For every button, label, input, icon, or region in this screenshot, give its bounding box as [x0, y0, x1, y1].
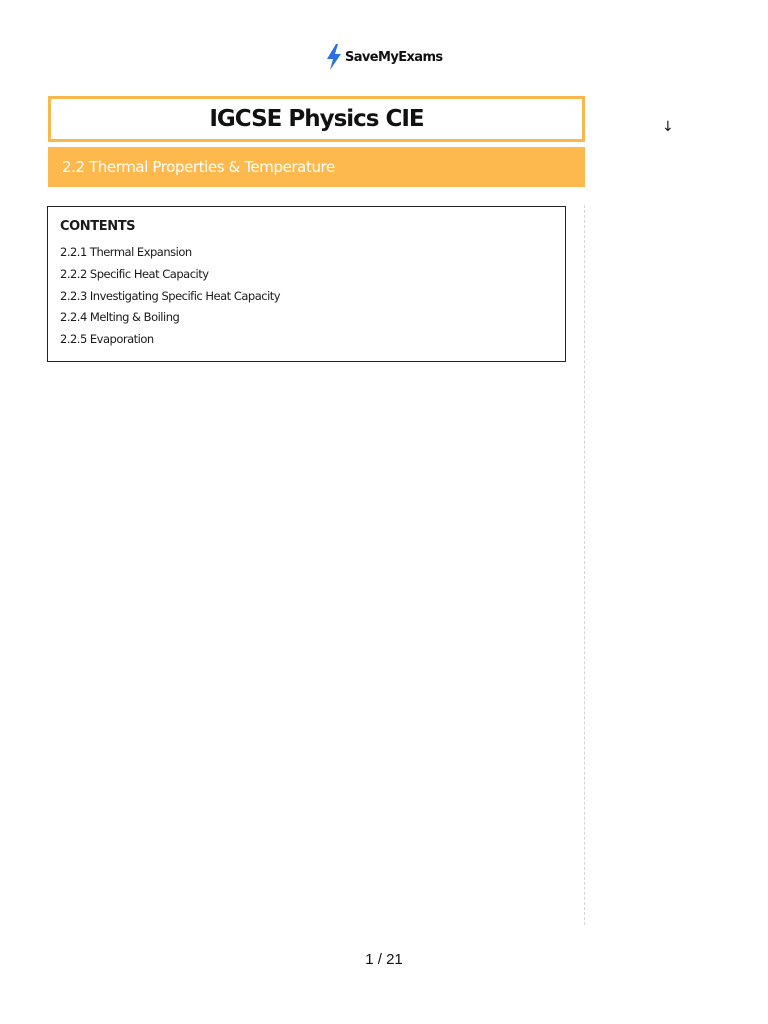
- down-arrow-icon: ↓: [662, 119, 674, 135]
- contents-list: [60, 242, 553, 351]
- contents-item-melting-boiling[interactable]: 2.2.4 Melting & Boiling: [60, 310, 180, 325]
- logo-text: SaveMyExams: [345, 49, 443, 65]
- contents-item-specific-heat-capacity[interactable]: 2.2.2 Specific Heat Capacity: [60, 266, 209, 281]
- contents-item-thermal-expansion[interactable]: 2.2.1 Thermal Expansion: [60, 245, 192, 259]
- topic-banner: [48, 147, 585, 187]
- lightning-bolt-icon: [326, 44, 342, 70]
- contents-item-evaporation[interactable]: 2.2.5 Evaporation: [60, 332, 154, 347]
- document-title: IGCSE Physics CIE: [209, 106, 424, 132]
- page-indicator: 1 / 21: [365, 951, 403, 968]
- document-title-box: [48, 96, 585, 142]
- contents-box: [47, 206, 566, 362]
- savemyexams-logo: [326, 44, 443, 70]
- contents-heading: CONTENTS: [60, 219, 136, 234]
- topic-title: 2.2 Thermal Properties & Temperature: [62, 158, 335, 176]
- contents-item-investigating-shc[interactable]: 2.2.3 Investigating Specific Heat Capacity: [60, 288, 281, 303]
- margin-divider: [584, 205, 585, 925]
